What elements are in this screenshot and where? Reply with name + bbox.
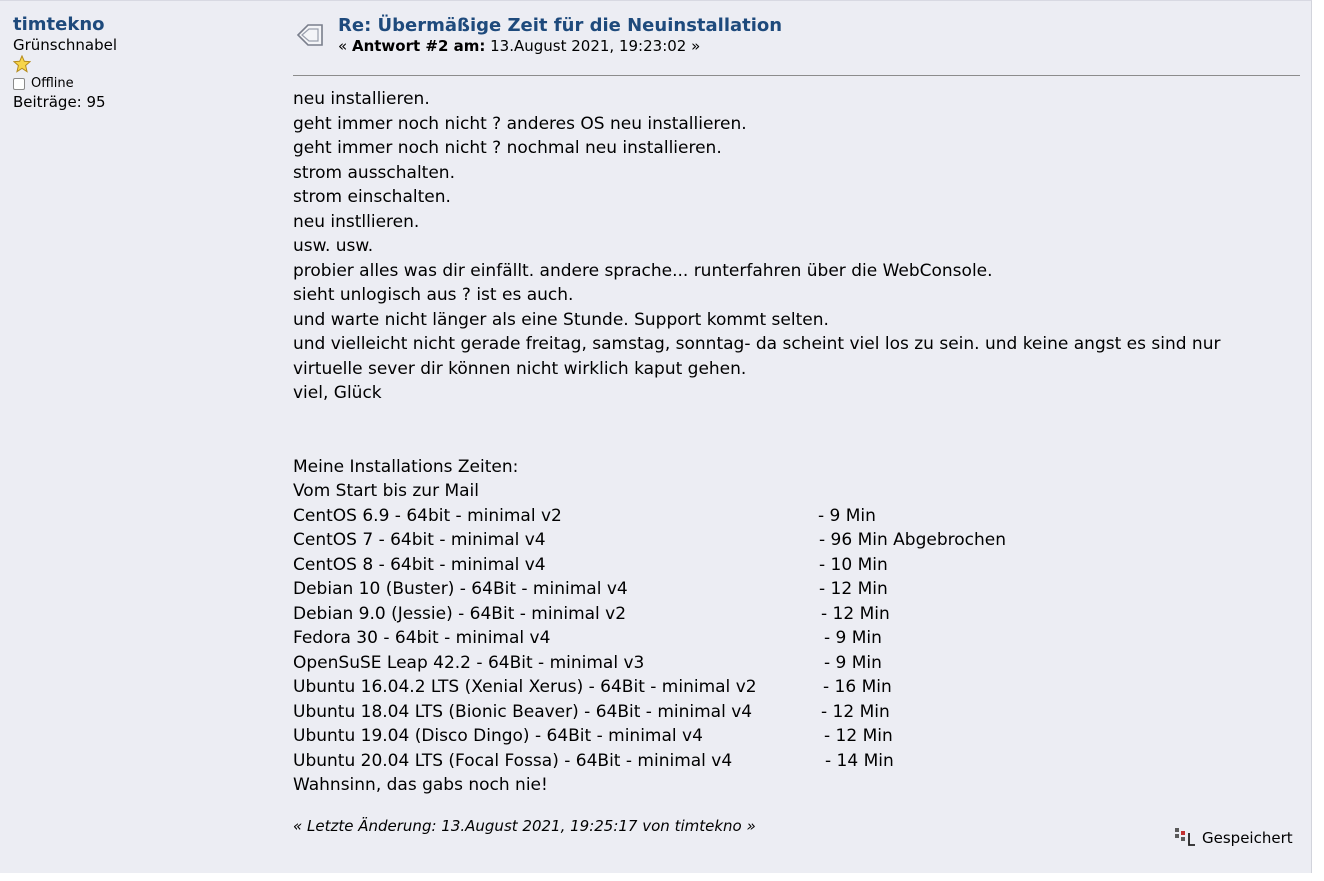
install-os: Debian 9.0 (Jessie) - 64Bit - minimal v2 — [293, 603, 627, 624]
install-time: - 9 Min — [824, 652, 882, 673]
body-line: virtuelle sever dir können nicht wirklich kaput gehen. — [293, 358, 747, 379]
last-modified: « Letzte Änderung: 13.August 2021, 19:25:17 von timtekno » — [293, 817, 756, 835]
post-divider — [293, 75, 1300, 76]
install-time-row — [293, 675, 1293, 700]
install-os: Ubuntu 19.04 (Disco Dingo) - 64Bit - minimal v4 — [293, 726, 703, 746]
install-time: - 10 Min — [819, 554, 888, 575]
body-line: neu instllieren. — [293, 211, 420, 232]
meta-date: 13.August 2021, 19:23:02 — [490, 37, 687, 55]
report-icon — [1174, 827, 1196, 847]
body-line: strom ausschalten. — [293, 162, 455, 183]
install-heading: Meine Installations Zeiten: — [293, 456, 519, 477]
install-os: Ubuntu 20.04 LTS (Focal Fossa) - 64Bit - minimal v4 — [293, 750, 733, 771]
online-status-label: Offline — [31, 76, 74, 91]
install-os: Debian 10 (Buster) - 64Bit - minimal v4 — [293, 579, 628, 599]
install-time: - 14 Min — [825, 750, 894, 771]
install-time-row — [293, 700, 1293, 725]
body-line: und vielleicht nicht gerade freitag, samstag, sonntag- da scheint viel los zu sein. und keine angst es sind nur — [293, 334, 1221, 354]
install-os: Fedora 30 - 64bit - minimal v4 — [293, 628, 551, 648]
meta-prefix: « — [338, 37, 348, 55]
post-subject-link[interactable]: Re: Übermäßige Zeit für die Neuinstallation — [338, 15, 783, 36]
blank-line — [293, 406, 1293, 431]
install-time: - 9 Min — [824, 628, 882, 648]
body-line: und warte nicht länger als eine Stunde. Support kommt selten. — [293, 309, 829, 330]
install-os: CentOS 7 - 64bit - minimal v4 — [293, 530, 546, 550]
install-subheading: Vom Start bis zur Mail — [293, 481, 480, 501]
body-line: viel, Glück — [293, 383, 382, 403]
star-icon — [13, 55, 31, 73]
saved-button[interactable] — [1174, 827, 1293, 847]
saved-label: Gespeichert — [1202, 829, 1293, 847]
install-time-row — [293, 504, 1293, 529]
install-time: - 12 Min — [824, 726, 893, 746]
poster-rank: Grünschnabel — [13, 36, 117, 54]
install-time-row — [293, 577, 1293, 602]
install-time-row — [293, 553, 1293, 578]
install-time-row — [293, 626, 1293, 651]
post-body — [293, 87, 1293, 798]
install-time: - 12 Min — [821, 603, 890, 624]
install-os: OpenSuSE Leap 42.2 - 64Bit - minimal v3 — [293, 652, 645, 673]
body-closing: Wahnsinn, das gabs noch nie! — [293, 775, 548, 795]
install-time-row — [293, 528, 1293, 553]
install-time-row — [293, 724, 1293, 749]
body-line: sieht unlogisch aus ? ist es auch. — [293, 285, 574, 305]
offline-icon — [13, 78, 25, 90]
install-time: - 9 Min — [818, 505, 876, 526]
poster-info — [13, 14, 273, 111]
install-os: CentOS 6.9 - 64bit - minimal v2 — [293, 505, 562, 526]
install-time-row — [293, 602, 1293, 627]
install-time-row — [293, 749, 1293, 774]
poster-post-count: Beiträge: 95 — [13, 93, 106, 111]
install-os: Ubuntu 16.04.2 LTS (Xenial Xerus) - 64Bit - minimal v2 — [293, 677, 757, 697]
body-line: neu installieren. — [293, 89, 430, 109]
body-line: probier alles was dir einfällt. andere sprache... runterfahren über die WebConsole. — [293, 260, 993, 281]
post-meta — [338, 37, 700, 55]
install-time: - 12 Min — [821, 701, 890, 722]
body-line: usw. usw. — [293, 236, 374, 256]
install-time: - 16 Min — [823, 677, 892, 697]
install-os: CentOS 8 - 64bit - minimal v4 — [293, 554, 546, 575]
body-line: strom einschalten. — [293, 187, 451, 207]
blank-line — [293, 430, 1293, 455]
poster-name-link[interactable]: timtekno — [13, 14, 105, 35]
body-line: geht immer noch nicht ? anderes OS neu installieren. — [293, 113, 747, 134]
body-line: geht immer noch nicht ? nochmal neu installieren. — [293, 138, 722, 158]
install-time: - 12 Min — [819, 579, 888, 599]
install-time: - 96 Min Abgebrochen — [819, 530, 1006, 550]
meta-label: Antwort #2 am: — [351, 37, 486, 55]
message-icon — [294, 21, 326, 49]
meta-suffix: » — [691, 37, 701, 55]
install-times-list — [293, 504, 1293, 774]
install-os: Ubuntu 18.04 LTS (Bionic Beaver) - 64Bit - minimal v4 — [293, 701, 753, 722]
online-status — [13, 74, 273, 93]
install-time-row — [293, 651, 1293, 676]
